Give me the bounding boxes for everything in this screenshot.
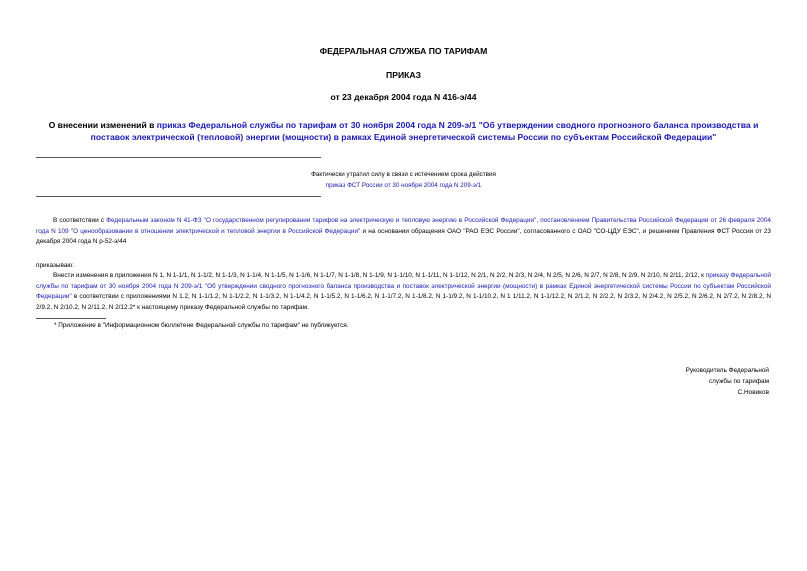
order-paragraph	[36, 271, 771, 313]
signature-position: Руководитель Федеральной	[685, 367, 769, 374]
amended-order-link[interactable]: приказу Федеральной службы по тарифам от 30 ноября 2004 года N 209-э/1 "Об утверждении сводного прогнозного баланса производства и поставок электрической энергии (мощности) в рамках Единой энергетической системы России по субъектам Российской Федерации"	[36, 272, 771, 300]
signature-agency: службы по тарифам	[708, 378, 769, 385]
agency-heading: ФЕДЕРАЛЬНАЯ СЛУЖБА ПО ТАРИФАМ	[319, 46, 488, 56]
footnote-divider	[36, 318, 106, 319]
order-word: приказываю:	[36, 262, 74, 269]
document-title	[36, 120, 771, 143]
preamble-text-1: В соответствии с	[53, 217, 107, 224]
title-order-link[interactable]: приказ Федеральной службы по тарифам от 30 ноября 2004 года N 209-э/1 "Об утверждении сводного прогнозного баланса производства и поставок электрической (тепловой) энергии (мощности) в рамках Единой энергетической системы России по субъектам Российской Федерации"	[90, 120, 759, 142]
title-prefix: О внесении изменений в	[48, 120, 157, 130]
preamble-text-3: и на основании обращения ОАО "РАО ЕЭС России", согласованного с ОАО "СО-ЦДУ ЕЭС", и решением Правления ФСТ России от 23 декабря 2004 года N р-52-э/44	[36, 227, 771, 245]
divider-top	[36, 157, 321, 158]
preamble-text-2: ,	[536, 217, 541, 224]
order-text-2: в соответствии с приложениями N 1.2, N 1-1/1.2, N 1-1/2.2, N 1-1/3.2, N 1-1/4.2, N 1-1/5.2, N 1-1/6.2, N 1-1/7.2, N 1-1/8.2, N 1-1/9.2, N 1-1/10.2, N 1 1/11.2, N 1-1/12.2, N 2/1.2, N 2/2.2, N 2/3.2, N 2/4.2, N 2/5.2, N 2/6.2, N 2/7.2, N 2/8.2, N 2/9.2, N 2/10.2, N 2/11.2, N 2/12.2* к настоящему приказу Федеральной службы по тарифам.	[36, 293, 771, 311]
federal-law-link[interactable]: Федеральным законом N 41-ФЗ "О государственном регулировании тарифов на электрическую и тепловую энергию в Российской Федерации"	[106, 217, 537, 224]
preamble-paragraph	[36, 216, 771, 248]
status-note: Фактически утратил силу в связи с истечением срока действия	[311, 171, 496, 178]
government-resolution-link[interactable]: постановлением Правительства Российской Федерации от 26 февраля 2004 года N 109 "О ценообразовании в отношении электрической и тепловой энергии в Российской Федерации"	[36, 217, 771, 235]
order-text-1: Внести изменения в приложения N 1, N 1-1/1, N 1-1/2, N 1-1/3, N 1-1/4, N 1-1/5, N 1-1/6, N 1-1/7, N 1-1/8, N 1-1/9, N 1-1/10, N 1-1/11, N 1-1/12, N 2/1, N 2/2, N 2/3, N 2/4, N 2/5, N 2/6, N 2/7, N 2/8, N 2/9, N 2/10, N 2/11, 2/12, к	[53, 272, 706, 279]
divider-bottom	[36, 196, 321, 197]
signature-name: С.Новиков	[737, 389, 769, 396]
signature-block	[686, 365, 769, 398]
footnote: * Приложение в "Информационном бюллетене Федеральной службы по тарифам" не публикуется.	[54, 322, 349, 329]
status-order-link[interactable]: приказ ФСТ России от 30 ноября 2004 года N 209-э/1	[325, 182, 482, 189]
date-number-heading: от 23 декабря 2004 года N 416-э/44	[330, 92, 477, 102]
doc-type-heading: ПРИКАЗ	[386, 70, 421, 80]
